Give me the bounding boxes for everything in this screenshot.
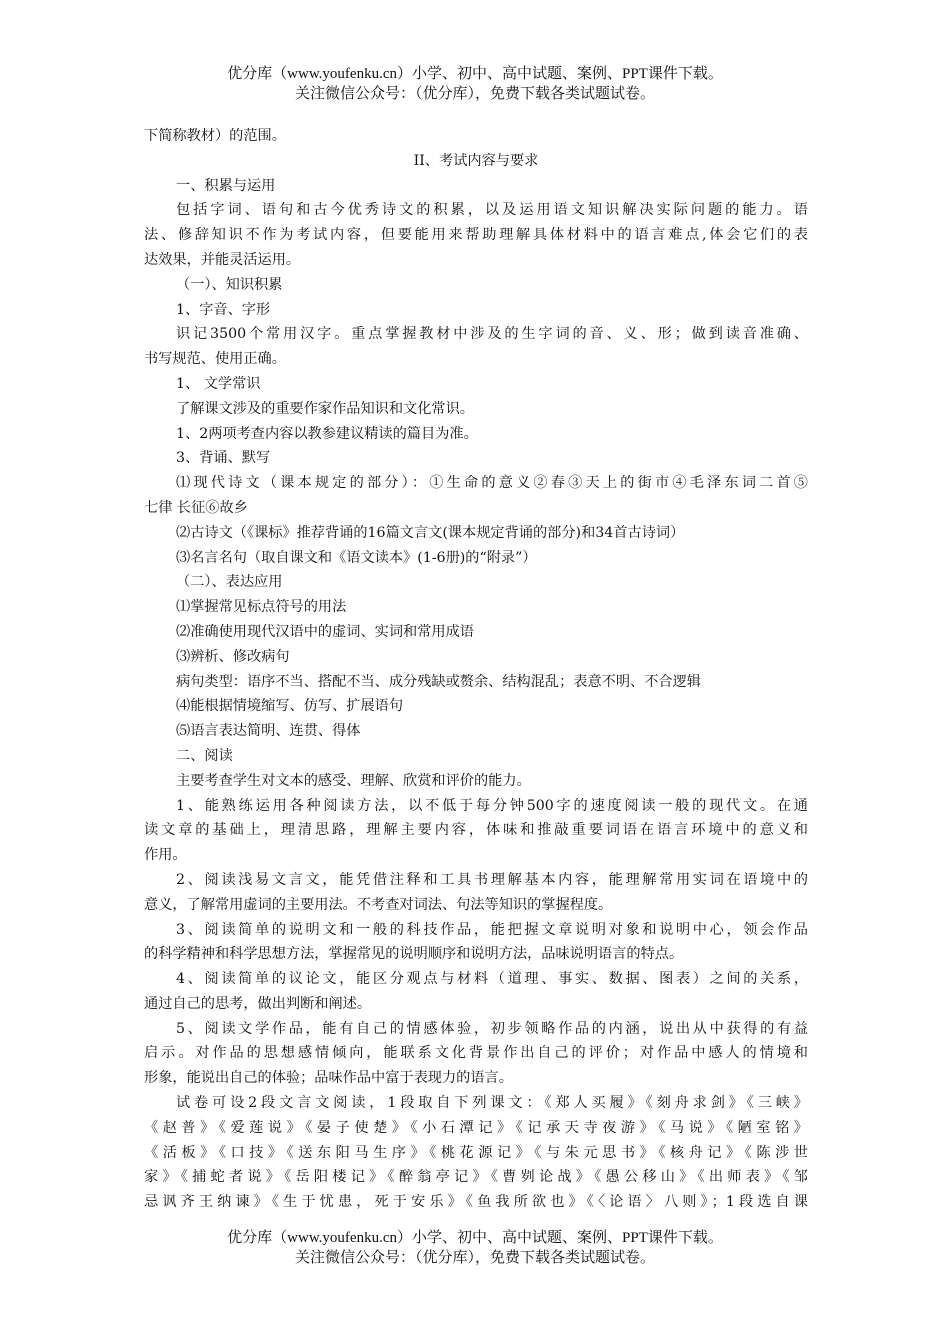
- body-line: 《赵普》《爱莲说》《晏子使楚》《小石潭记》《记承天寺夜游》《马说》《陋室铭》: [144, 1119, 808, 1136]
- body-line: ⑵准确使用现代汉语中的虚词、实词和常用成语: [176, 623, 474, 640]
- body-line: 识记3500个常用汉字。重点掌握教材中涉及的生字词的音、义、形；做到读音准确、: [176, 326, 808, 343]
- body-line: ⑴现代诗文（课本规定的部分）：①生命的意义②春③天上的街市④毛泽东词二首⑤: [176, 475, 808, 492]
- body-line: 达效果，并能灵活运用。: [144, 251, 301, 268]
- document-body: [144, 124, 808, 1215]
- page-footer: [0, 1228, 950, 1268]
- body-line: 七律 长征⑥故乡: [144, 499, 248, 516]
- body-line: 试卷可设2段文言文阅读，1段取自下列课文：《郑人买履》《刻舟求剑》《三峡》: [176, 1095, 808, 1112]
- header-line-1: 优分库（www.youfenku.cn）小学、初中、高中试题、案例、PPT课件下载。: [227, 66, 723, 82]
- body-line: 的科学精神和科学思想方法，掌握常见的说明顺序和说明方法，品味说明语言的特点。: [144, 946, 684, 963]
- section-title: II、考试内容与要求: [413, 152, 539, 169]
- body-line: 5、阅读文学作品，能有自己的情感体验，初步领略作品的内涵，说出从中获得的有益: [176, 1020, 808, 1037]
- body-line: 法、修辞知识不作为考试内容，但要能用来帮助理解具体材料中的语言难点,体会它们的表: [144, 227, 808, 244]
- body-line: 主要考查学生对文本的感受、理解、欣赏和评价的能力。: [176, 772, 531, 789]
- body-line: 启示。对作品的思想感情倾向，能联系文化背景作出自己的评价；对作品中感人的情境和: [144, 1045, 808, 1062]
- body-line: 病句类型：语序不当、搭配不当、成分残缺或赘余、结构混乱；表意不明、不合逻辑: [176, 673, 701, 690]
- body-line: 作用。: [144, 847, 187, 864]
- body-line: 下简称教材）的范围。: [144, 128, 286, 144]
- footer-line-2: 关注微信公众号：（优分库），免费下载各类试题试卷。: [294, 1250, 655, 1266]
- body-line: 家》《捕蛇者说》《岳阳楼记》《醉翁亭记》《曹刿论战》《愚公移山》《出师表》《邹: [144, 1169, 808, 1186]
- body-line: ⑴掌握常见标点符号的用法: [176, 599, 347, 616]
- body-line: 意义，了解常用虚词的主要用法。不考查对词法、句法等知识的掌握程度。: [144, 896, 613, 913]
- body-line: ⑵古诗文（《课标》推荐背诵的16篇文言文(课本规定背诵的部分)和34首古诗词）: [176, 524, 685, 541]
- subheading: 3、背诵、默写: [176, 450, 271, 467]
- heading-reading: 二、阅读: [176, 747, 233, 764]
- body-line: 形象，能说出自己的体验；品味作品中富于表现力的语言。: [144, 1070, 513, 1087]
- body-line: 忌讽齐王纳谏》《生于忧患，死于安乐》《鱼我所欲也》《〈论语〉八则》；1段选自课: [144, 1194, 808, 1211]
- footer-line-1: 优分库（www.youfenku.cn）小学、初中、高中试题、案例、PPT课件下载。: [227, 1230, 723, 1246]
- page-header: [0, 64, 950, 104]
- body-line: 读文章的基础上，理清思路，理解主要内容，体味和推敲重要词语在语言环境中的意义和: [144, 822, 808, 839]
- body-line: 2、阅读浅易文言文，能凭借注释和工具书理解基本内容，能理解常用实词在语境中的: [176, 871, 808, 888]
- body-line: ⑸语言表达简明、连贯、得体: [176, 723, 361, 740]
- heading-accumulation: 一、积累与运用: [176, 177, 276, 194]
- body-line: ⑷能根据情境缩写、仿写、扩展语句: [176, 698, 404, 715]
- body-line: 《活板》《口技》《送东阳马生序》《桃花源记》《与朱元思书》《核舟记》《陈涉世: [144, 1144, 808, 1161]
- body-line: 包括字词、语句和古今优秀诗文的积累，以及运用语文知识解决实际问题的能力。语: [176, 202, 808, 219]
- subheading: （一）、知识积累: [176, 276, 283, 293]
- subheading: （二）、表达应用: [176, 574, 283, 591]
- subheading: 1、字音、字形: [176, 301, 271, 318]
- body-line: ⑶名言名句（取自课文和《语文读本》(1-6册)的“附录”）: [176, 549, 537, 566]
- body-line: 3、阅读简单的说明文和一般的科技作品，能把握文章说明对象和说明中心，领会作品: [176, 921, 808, 938]
- body-line: 1、2两项考查内容以教参建议精读的篇目为准。: [176, 425, 478, 442]
- body-line: 书写规范、使用正确。: [144, 351, 286, 368]
- body-line: ⑶辨析、修改病句: [176, 648, 290, 665]
- body-line: 1、能熟练运用各种阅读方法，以不低于每分钟500字的速度阅读一般的现代文。在通: [176, 797, 808, 814]
- body-line: 通过自己的思考，做出判断和阐述。: [144, 995, 372, 1012]
- body-line: 4、阅读简单的议论文，能区分观点与材料（道理、事实、数据、图表）之间的关系，: [176, 971, 808, 988]
- header-line-2: 关注微信公众号：（优分库），免费下载各类试题试卷。: [294, 86, 655, 102]
- subheading: 1、 文学常识: [176, 375, 261, 392]
- body-line: 了解课文涉及的重要作家作品知识和文化常识。: [176, 400, 474, 417]
